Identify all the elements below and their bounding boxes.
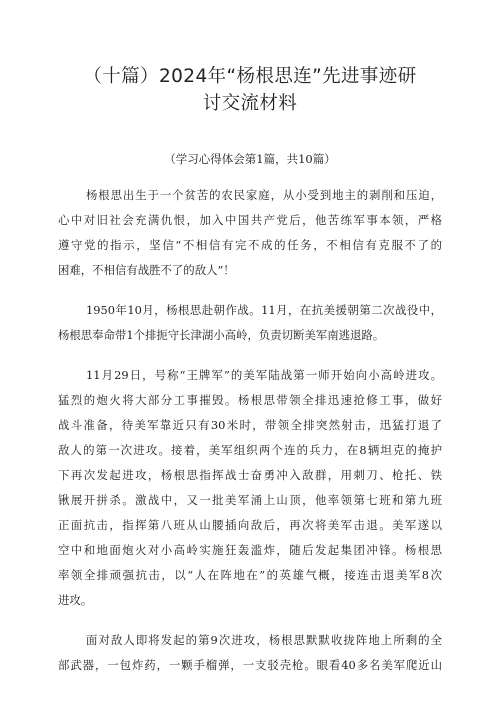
paragraph-2-line-1: 1950年10月，杨根思赴朝作战。11月，在抗美援朝第二次战役中， — [86, 303, 442, 317]
paragraph-3-line-3: 战斗准备，待美军靠近只有30米时，带领全排突然射击，迅猛打退了 — [58, 418, 442, 432]
paragraph-3-line-2: 猛烈的炮火将大部分工事摧毁。杨根思带领全排迅速抢修工事，做好 — [58, 393, 442, 407]
paragraph-1-line-4: 困难，不相信有战胜不了的敌人”！ — [58, 263, 235, 277]
document-title-line-1: （十篇）2024年“杨根思连”先进事迹研 — [83, 66, 417, 87]
paragraph-3-line-4: 敌人的第一次进攻。接着，美军组织两个连的兵力，在8辆坦克的掩护 — [58, 443, 442, 457]
paragraph-3-line-9: 率领全排顽强抗击，以“人在阵地在”的英雄气概，接连击退美军8次 — [58, 568, 442, 582]
paragraph-3-line-1: 11月29日，号称“王牌军”的美军陆战第一师开始向小高岭进攻。 — [86, 368, 442, 382]
paragraph-3-line-8: 空中和地面炮火对小高岭实施狂轰滥炸，随后发起集团冲锋。杨根思 — [58, 543, 442, 557]
paragraph-3-line-10: 进攻。 — [58, 593, 93, 607]
paragraph-1-line-3: 遵守党的指示，坚信“不相信有完不成的任务，不相信有克服不了的 — [58, 238, 442, 252]
paragraph-1-line-2: 心中对旧社会充满仇恨，加入中国共产党后，他苦练军事本领，严格 — [58, 213, 442, 227]
paragraph-3-line-7: 正面抗击，指挥第八班从山腰插向敌后，再次将美军击退。美军遂以 — [58, 518, 442, 532]
paragraph-3-line-5: 下再次发起进攻，杨根思指挥战士奋勇冲入敌群，用刺刀、枪托、铁 — [58, 468, 442, 482]
paragraph-2-line-2: 杨根思奉命带1个排扼守长津湖小高岭，负责切断美军南逃退路。 — [58, 328, 385, 342]
paragraph-4-line-2: 部武器，一包炸药，一颗手榴弹，一支驳壳枪。眼看40多名美军爬近山 — [58, 658, 442, 672]
document-title-line-2: 讨交流材料 — [202, 93, 298, 114]
paragraph-3-line-6: 锹展开拼杀。激战中，又一批美军涌上山顶，他率领第七班和第九班 — [58, 493, 442, 507]
document-subtitle: （学习心得体会第1篇，共10篇） — [164, 152, 336, 166]
paragraph-4-line-1: 面对敌人即将发起的第9次进攻，杨根思默默收拢阵地上所剩的全 — [86, 633, 442, 647]
paragraph-1-line-1: 杨根思出生于一个贫苦的农民家庭，从小受到地主的剥削和压迫， — [86, 188, 442, 202]
